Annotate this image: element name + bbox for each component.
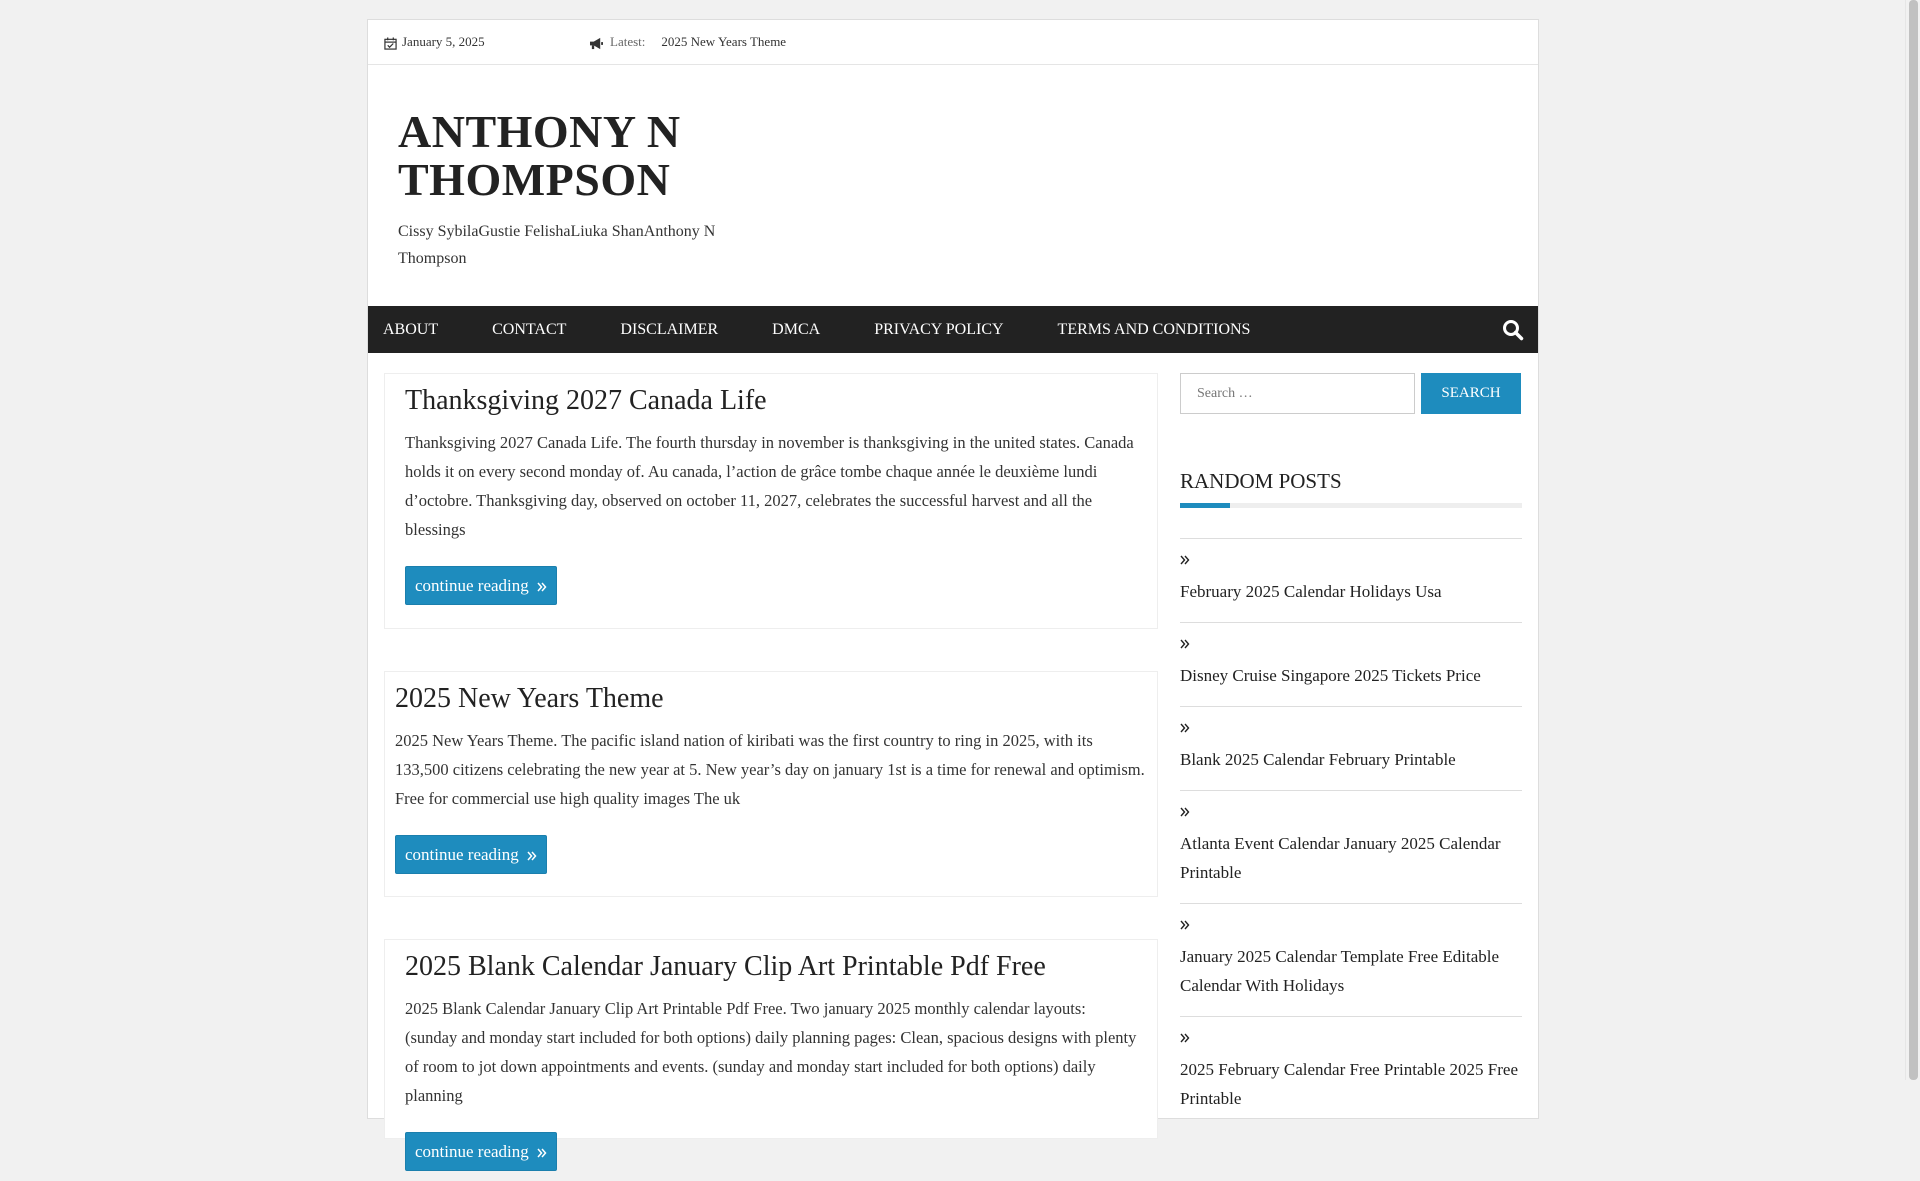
list-item [1180,622,1522,706]
scrollbar-thumb[interactable] [1909,0,1918,1080]
topbar-date [384,34,589,50]
site-branding [368,65,1538,305]
post-excerpt: 2025 New Years Theme. The pacific island nation of kiribati was the first country to ring in 2025, with its 133,500 citizens celebrating the new year at 5. New year’s day on january 1st is a time for renewal and optimism. Free for commercial use high quality images The uk [395,731,1145,808]
random-post-link[interactable]: Disney Cruise Singapore 2025 Tickets Price [1180,666,1481,685]
list-item [1180,1016,1522,1129]
double-chevron-right-icon [527,845,537,865]
site-description: Cissy SybilaGustie FelishaLiuka ShanAnthony N Thompson [398,223,716,267]
random-post-link[interactable]: January 2025 Calendar Template Free Editable Calendar With Holidays [1180,947,1500,995]
search-button[interactable]: SEARCH [1421,373,1521,414]
random-post-link[interactable]: 2025 February Calendar Free Printable 2025 Free Printable [1180,1060,1519,1108]
nav-item-terms-and-conditions[interactable]: TERMS AND CONDITIONS [1057,321,1251,338]
nav-item-about[interactable]: ABOUT [383,321,439,338]
page-scrollbar[interactable] [1905,0,1920,1080]
post-list [384,373,1158,1181]
latest-post-link[interactable]: 2025 New Years Theme [661,34,787,49]
continue-reading-label: continue reading [415,1141,529,1161]
list-item [1180,903,1522,1016]
continue-reading-button[interactable] [395,835,547,874]
calendar-check-icon [384,34,397,50]
random-post-link[interactable]: February 2025 Calendar Holidays Usa [1180,582,1442,601]
double-chevron-right-icon [537,576,547,596]
double-chevron-right-icon [1180,803,1522,821]
random-post-link[interactable]: Blank 2025 Calendar February Printable [1180,750,1456,769]
site-wrapper [367,19,1539,1161]
continue-reading-label: continue reading [415,575,529,595]
double-chevron-right-icon [1180,551,1522,569]
bullhorn-icon [589,34,604,50]
sidebar-search [1180,373,1522,414]
site-title[interactable]: ANTHONY N THOMPSON [398,106,681,205]
search-icon[interactable] [1502,319,1524,341]
current-date: January 5, 2025 [402,34,485,49]
latest-label: Latest: [610,34,646,49]
post-excerpt: 2025 Blank Calendar January Clip Art Printable Pdf Free. Two january 2025 monthly calendar layouts: (sunday and monday start included for both options) daily planning pages: Clean, spacious designs with plenty of room to jot down appointments and events. (sunday and monday start included for both options) daily planning [405,999,1137,1105]
double-chevron-right-icon [1180,1029,1522,1047]
list-item [1180,790,1522,903]
post-card [384,671,1158,897]
nav-item-dmca[interactable]: DMCA [772,321,821,338]
nav-item-disclaimer[interactable]: DISCLAIMER [620,321,719,338]
double-chevron-right-icon [1180,719,1522,737]
nav-item-contact[interactable]: CONTACT [492,321,567,338]
continue-reading-label: continue reading [405,844,519,864]
top-bar [368,20,1538,65]
list-item [1180,538,1522,622]
double-chevron-right-icon [1180,916,1522,934]
nav-item-privacy-policy[interactable]: PRIVACY POLICY [874,321,1004,338]
latest-ticker [589,34,786,50]
main-navigation [368,306,1538,353]
post-card [384,939,1158,1161]
list-item [1180,706,1522,790]
widget-title: RANDOM POSTS [1180,469,1342,493]
continue-reading-button[interactable] [405,566,557,605]
continue-reading-button[interactable] [405,1132,557,1171]
widget-title-underline [1180,503,1522,508]
post-excerpt: Thanksgiving 2027 Canada Life. The fourth thursday in november is thanksgiving in the united states. Canada holds it on every second monday of. Au canada, l’action de grâce tombe chaque année le deuxième lundi d’octobre. Thanksgiving day, observed on october 11, 2027, celebrates the successful harvest and all the blessings [405,433,1134,539]
double-chevron-right-icon [1180,635,1522,653]
sidebar [1180,373,1522,1129]
post-title[interactable]: Thanksgiving 2027 Canada Life [405,385,767,416]
post-title[interactable]: 2025 Blank Calendar January Clip Art Printable Pdf Free [405,951,1046,982]
random-post-link[interactable]: Atlanta Event Calendar January 2025 Calendar Printable [1180,834,1501,882]
post-title[interactable]: 2025 New Years Theme [395,683,664,714]
post-card [384,373,1158,629]
double-chevron-right-icon [537,1142,547,1162]
search-input[interactable] [1180,373,1415,414]
